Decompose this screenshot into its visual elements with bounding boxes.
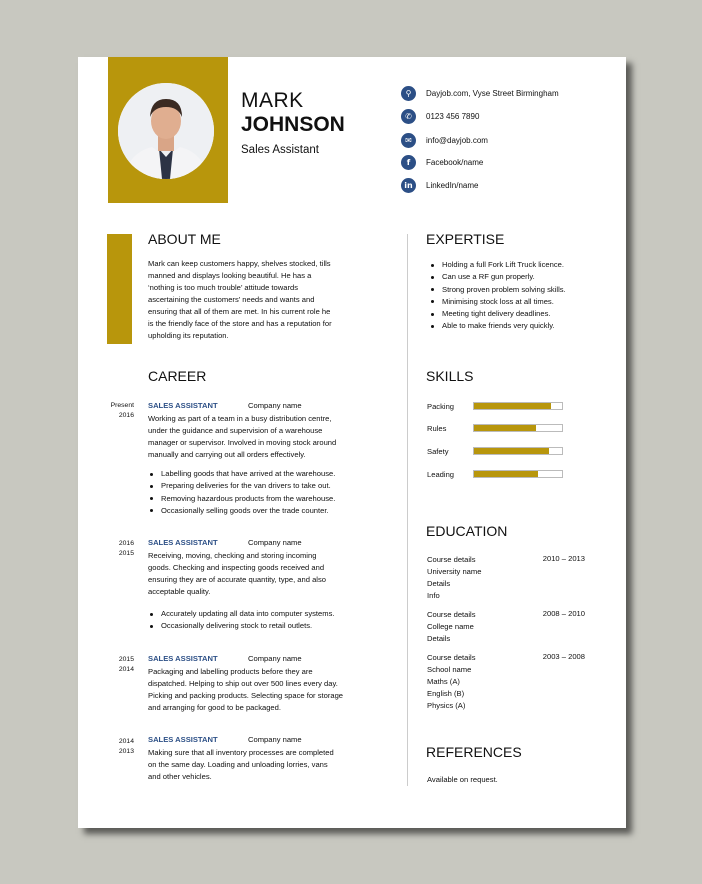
about-title: ABOUT ME [148,231,221,247]
skills-title: SKILLS [426,368,474,384]
list-item: Meeting tight delivery deadlines. [429,308,619,320]
list-item: Holding a full Fork Lift Truck licence. [429,259,619,271]
expertise-title: EXPERTISE [426,231,505,247]
education-years: 2003 – 2008 [542,652,585,661]
last-name: JOHNSON [241,113,345,136]
list-item: Can use a RF gun properly. [429,271,619,283]
location-icon: ⚲ [401,86,416,101]
job-title: Sales Assistant [241,144,319,156]
list-item: Labelling goods that have arrived at the warehouse. [148,468,388,480]
job-years: Present 2016 [110,402,134,419]
list-item: Able to make friends very quickly. [429,320,619,332]
education-entry: Course details School name Maths (A) English (B) Physics (A) [427,653,476,710]
phone-icon: ✆ [401,109,416,124]
job-description: Working as part of a team in a busy distribution centre, under the guidance and supervision of a warehouse manager or supervisor. Involved in moving stock around manually and carrying out all orders effectively. [148,414,337,459]
linkedin-icon: in [401,178,416,193]
job-company: Company name [248,401,302,410]
career-title: CAREER [148,368,207,384]
email-icon: ✉ [401,133,416,148]
contact-facebook[interactable]: f Facebook/name [401,155,483,170]
skill-bar-fill [474,403,551,409]
skill-bar [473,424,563,432]
skill-label: Rules [427,424,447,433]
job-description: Receiving, moving, checking and storing incoming goods. Checking and inspecting goods received and ensuring they are of accurate quantity, type, and also acceptable quality. [148,551,327,596]
skill-bar [473,470,563,478]
education-entry: Course details College name Details [427,610,476,643]
list-item: Removing hazardous products from the warehouse. [148,493,388,505]
skill-bar [473,402,563,410]
job-years: 2015 2014 [118,656,134,673]
job-company: Company name [248,654,302,663]
skill-bar [473,447,563,455]
resume-page [78,57,626,828]
job-role: SALES ASSISTANT [148,654,218,663]
list-item: Occasionally selling goods over the trade counter. [148,505,388,517]
list-item: Minimising stock loss at all times. [429,296,619,308]
skill-bar-fill [474,471,538,477]
job-bullets [148,468,388,517]
job-years: 2014 2013 [118,738,134,755]
job-role: SALES ASSISTANT [148,538,218,547]
references-text: Available on request. [427,775,498,784]
skill-label: Packing [427,402,455,411]
facebook-icon: f [401,155,416,170]
profile-photo [118,83,214,179]
job-role: SALES ASSISTANT [148,401,218,410]
list-item: Occasionally delivering stock to retail outlets. [148,620,388,632]
list-item: Strong proven problem solving skills. [429,284,619,296]
job-bullets [148,608,388,633]
job-description: Packaging and labelling products before they are dispatched. Helping to ship out over 500 lines every day. Picking and packing products. Selecting space for storage and arranging for good to be packaged. [148,667,344,712]
expertise-list [429,259,619,333]
contact-address: ⚲ Dayjob.com, Vyse Street Birmingham [401,86,559,101]
references-title: REFERENCES [426,744,522,760]
skill-bar-fill [474,425,536,431]
job-years: 2016 2015 [118,540,134,557]
job-company: Company name [248,538,302,547]
skill-label: Safety [427,447,449,456]
skill-bar-fill [474,448,549,454]
list-item: Accurately updating all data into computer systems. [148,608,388,620]
column-divider [407,234,408,786]
education-title: EDUCATION [426,523,508,539]
contact-linkedin[interactable]: in LinkedIn/name [401,178,478,193]
job-description: Making sure that all inventory processes are completed on the same day. Loading and unloading lorries, vans and other vehicles. [148,748,334,781]
list-item: Preparing deliveries for the van drivers to take out. [148,480,388,492]
contact-phone: ✆ 0123 456 7890 [401,109,479,124]
job-company: Company name [248,735,302,744]
education-years: 2008 – 2010 [542,609,585,618]
contact-email[interactable]: ✉ info@dayjob.com [401,133,488,148]
first-name: MARK [241,89,304,112]
job-role: SALES ASSISTANT [148,735,218,744]
about-accent-bar [107,234,132,344]
skill-label: Leading [427,470,455,479]
education-years: 2010 – 2013 [542,554,585,563]
about-text: Mark can keep customers happy, shelves stocked, tills manned and displays looking beautiful. He has a ‘nothing is too much trouble’ attitude towards ascertaining the customers’ needs and wants and ensuring that all of them are met. In his current role he is the friendly face of the store and has a reputation for upholding its reputation. [148,259,332,340]
education-entry: Course details University name Details Info [427,555,482,600]
